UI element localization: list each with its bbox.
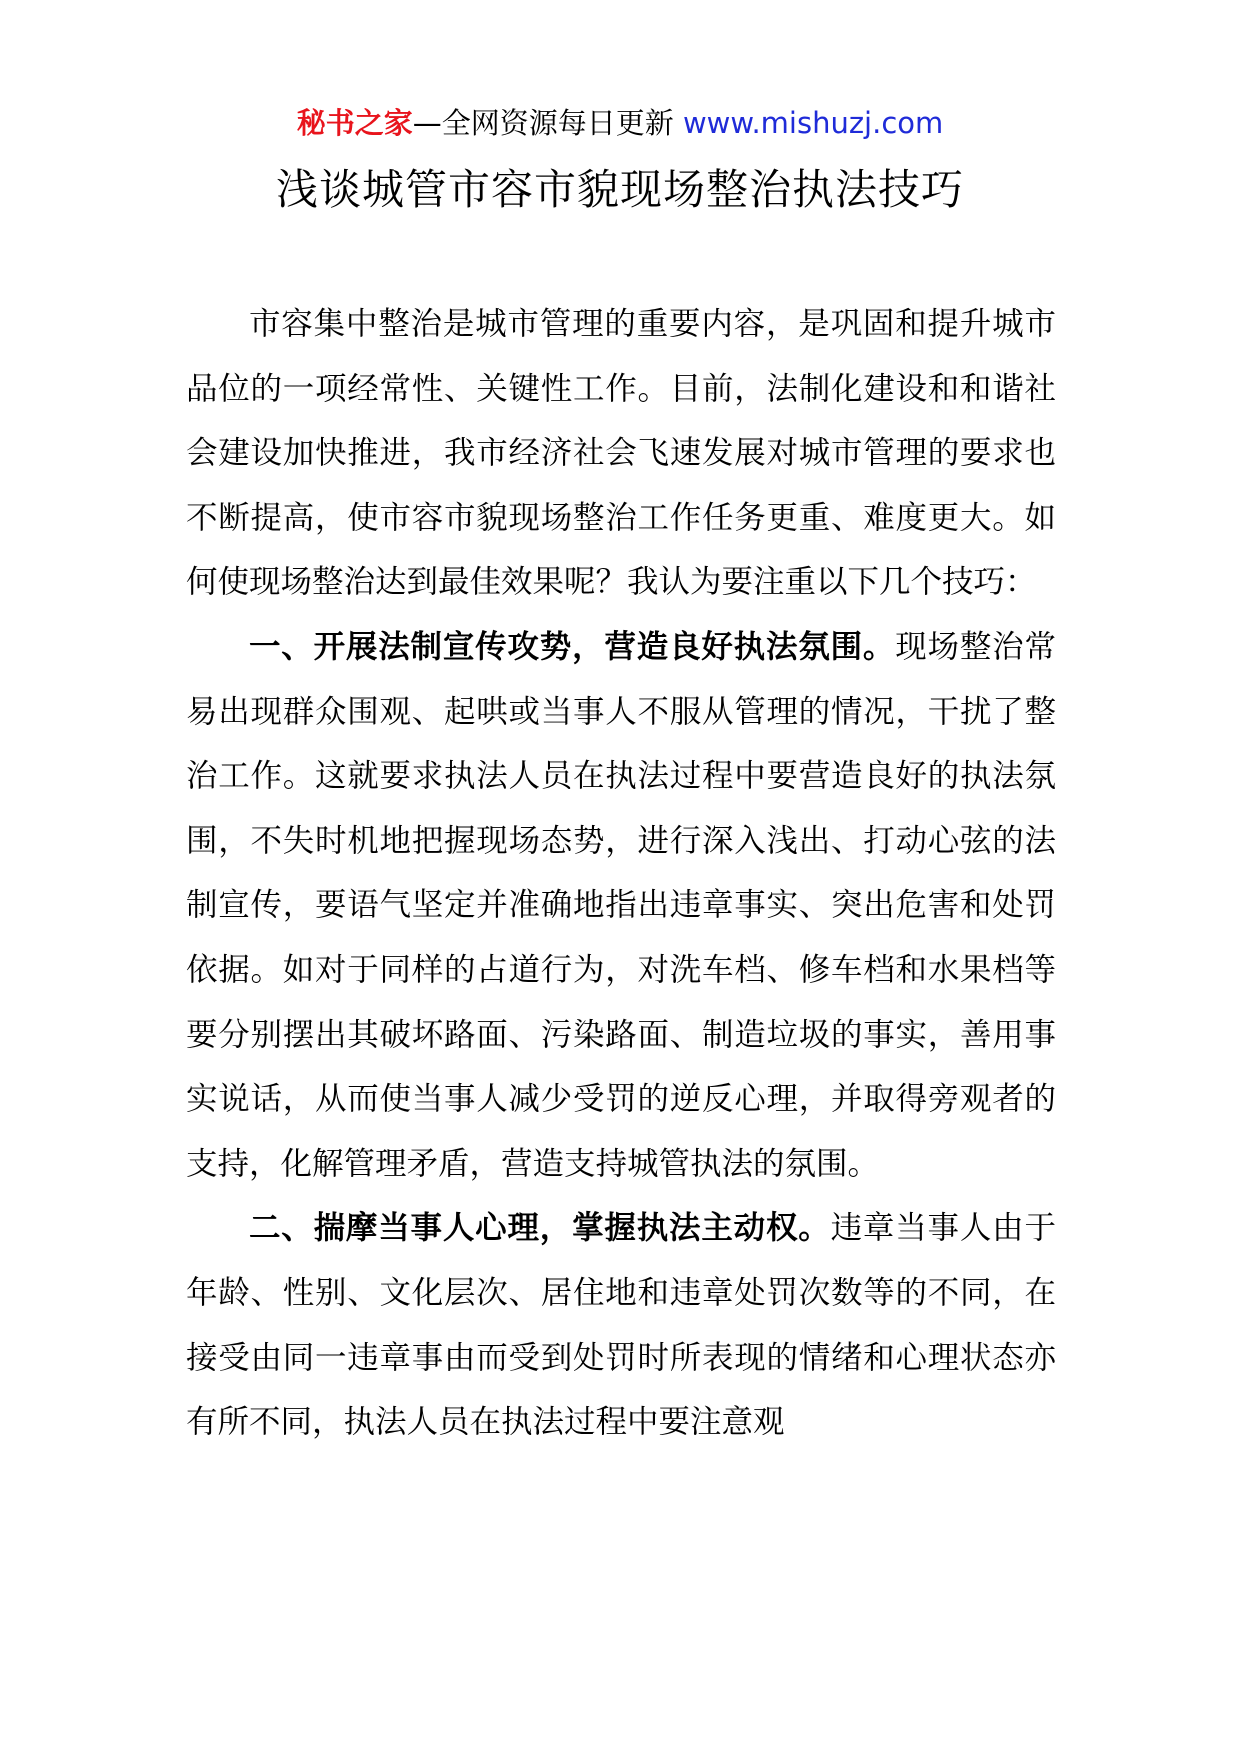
- watermark-brand: 秘书之家: [296, 106, 413, 140]
- paragraph-intro-text: 市容集中整治是城市管理的重要内容，是巩固和提升城市品位的一项经常性、关键性工作。目前，法制化建设和和谐社会建设加快推进，我市经济社会飞速发展对城市管理的要求也不断提高，使市容市貌现场整治工作任务更重、难度更大。如何使现场整治达到最佳效果呢？我认为要注重以下几个技巧：: [186, 306, 1056, 601]
- document-title: 浅谈城管市容市貌现场整治执法技巧: [275, 165, 964, 214]
- paragraph-section-1: [186, 615, 1056, 1196]
- document-body: [186, 292, 1056, 1455]
- paragraph-intro: [186, 292, 1056, 615]
- watermark-tagline: —全网资源每日更新: [412, 106, 683, 140]
- section-1-text: 现场整治常易出现群众围观、起哄或当事人不服从管理的情况，干扰了整治工作。这就要求执法人员在执法过程中要营造良好的执法氛围，不失时机地把握现场态势，进行深入浅出、打动心弦的法制宣传，要语气坚定并准确地指出违章事实、突出危害和处罚依据。如对于同样的占道行为，对洗车档、修车档和水果档等要分别摆出其破坏路面、污染路面、制造垃圾的事实，善用事实说话，从而使当事人减少受罚的逆反心理，并取得旁观者的支持，化解管理矛盾，营造支持城管执法的氛围。: [186, 628, 1056, 1182]
- watermark-header: [0, 103, 1240, 143]
- paragraph-section-2: [186, 1196, 1056, 1454]
- section-1-heading: 一、开展法制宣传攻势，营造良好执法氛围。: [249, 628, 896, 665]
- section-2-text: 违章当事人由于年龄、性别、文化层次、居住地和违章处罚次数等的不同，在接受由同一违章事由而受到处罚时所表现的情绪和心理状态亦有所不同，执法人员在执法过程中要注意观: [186, 1210, 1056, 1441]
- watermark-url-link[interactable]: www.mishuzj.com: [682, 106, 944, 140]
- section-2-heading: 二、揣摩当事人心理，掌握执法主动权。: [249, 1210, 831, 1247]
